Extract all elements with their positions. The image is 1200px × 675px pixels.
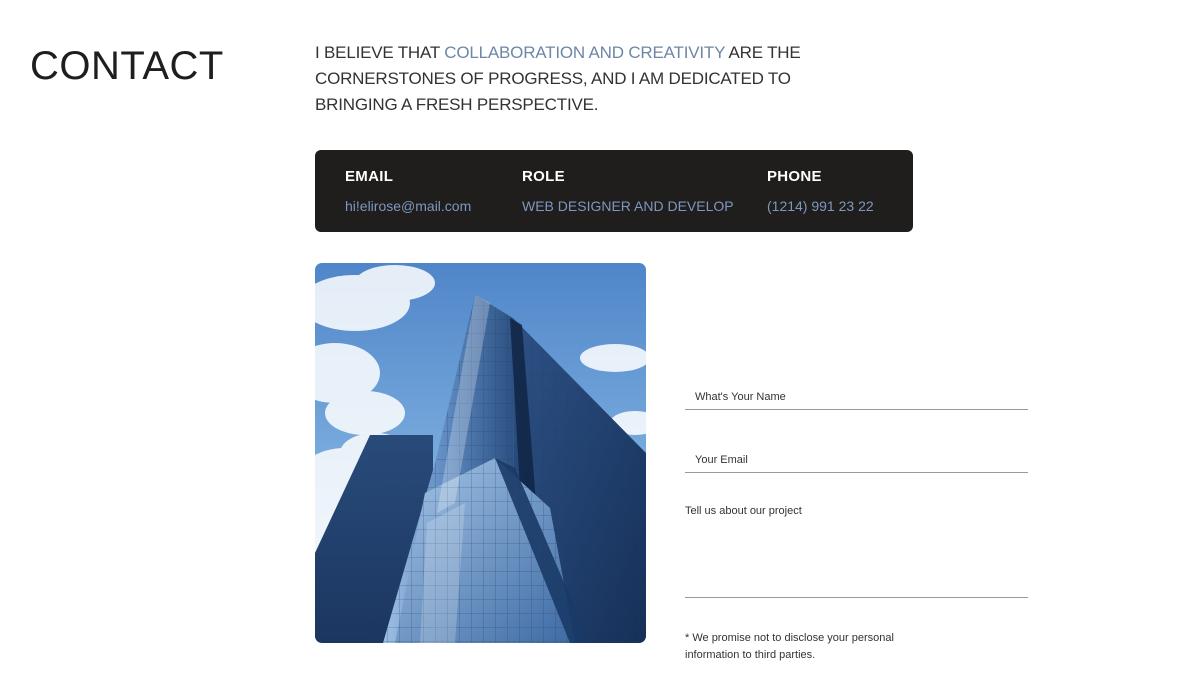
phone-label: PHONE <box>767 168 822 185</box>
email-label: EMAIL <box>345 168 394 185</box>
privacy-disclaimer: * We promise not to disclose your personal information to third parties. <box>685 632 894 661</box>
email-value[interactable]: hi!elirose@mail.com <box>345 198 472 214</box>
project-field-wrapper <box>685 504 1028 598</box>
phone-info <box>767 167 874 215</box>
role-label: ROLE <box>522 168 565 185</box>
phone-value[interactable]: (1214) 991 23 22 <box>767 198 874 214</box>
skyscraper-photo <box>315 263 646 643</box>
role-info <box>522 167 734 215</box>
email-info <box>345 167 471 215</box>
project-textarea[interactable] <box>685 504 1028 596</box>
intro-accent-text: COLLABORATION AND CREATIVITY <box>444 43 725 62</box>
page-title: CONTACT <box>30 44 224 88</box>
contact-info-card <box>315 150 913 232</box>
role-value: WEB DESIGNER AND DEVELOP <box>522 198 734 214</box>
name-field-wrapper <box>685 386 1028 410</box>
email-field-wrapper <box>685 449 1028 473</box>
intro-text-end: ARE THE CORNERSTONES OF PROGRESS, AND I AM DEDICATED TO BRINGING A FRESH PERSPECTIVE. <box>315 43 801 114</box>
intro-text-start: I BELIEVE THAT <box>315 43 445 62</box>
name-input[interactable] <box>685 386 1028 408</box>
email-input[interactable] <box>685 449 1028 471</box>
intro-statement <box>315 40 835 118</box>
